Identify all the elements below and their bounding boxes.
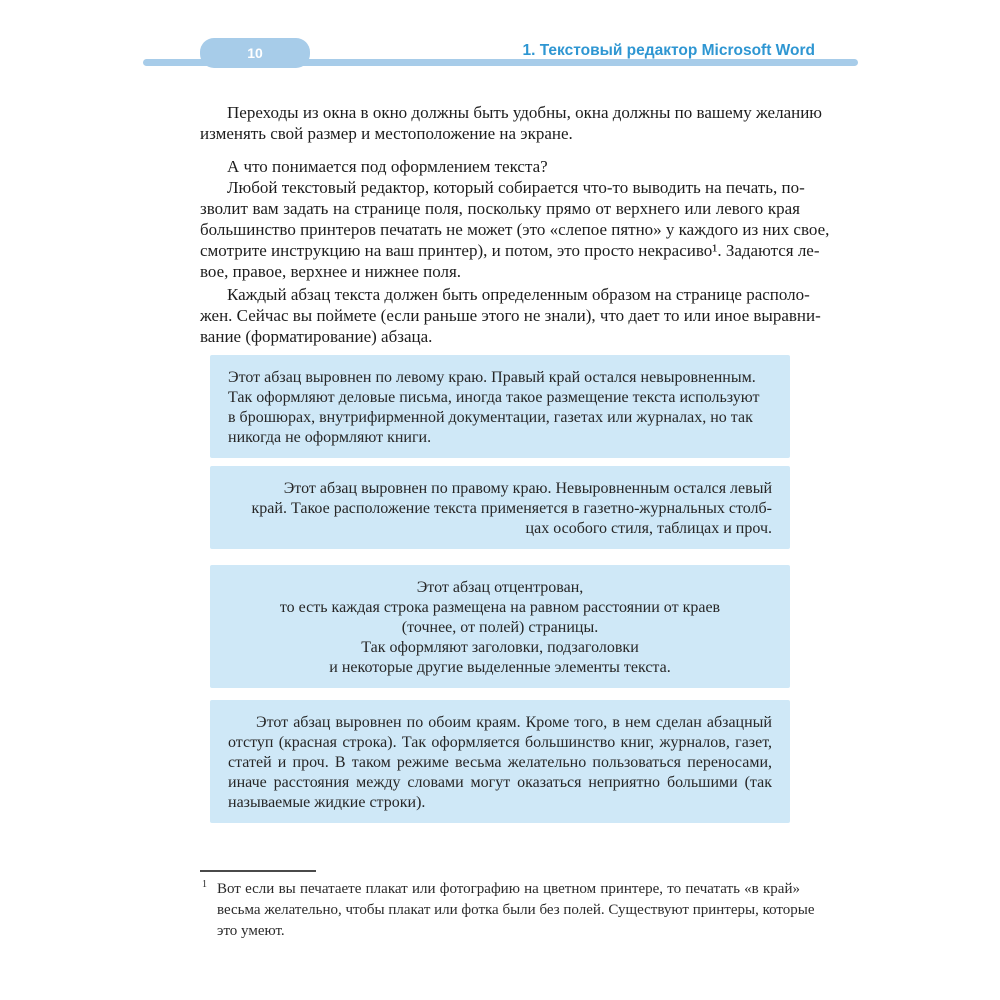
- text-line: большинство принтеров печатать не может (это «слепое пятно» у каждого из них свое,: [200, 220, 830, 239]
- text-line: называемые жидкие строки).: [228, 794, 426, 811]
- page-number-badge: [200, 38, 310, 68]
- text-line: Вот если вы печатаете плакат или фотографию на цветном принтере, то печатать «в край»: [217, 881, 800, 897]
- example-box-left-aligned: [210, 355, 790, 458]
- text-line: Этот абзац выровнен по левому краю. Правый край остался невыровненным.: [228, 369, 756, 386]
- text-line: смотрите инструкцию на ваш принтер), и потом, это просто некрасиво¹. Задаются ле-: [200, 241, 820, 260]
- text-line: в брошюрах, внутрифирменной документации, газетах или журналах, но так: [228, 409, 753, 426]
- paragraph-window-transitions: [200, 102, 823, 144]
- text-line: зволит вам задать на странице поля, поскольку прямо от верхнего или левого края: [200, 199, 800, 218]
- text-line: цах особого стиля, таблицах и проч.: [525, 520, 772, 537]
- text-line: весьма желательно, чтобы плакат или фотка были без полей. Существуют принтеры, которые: [217, 902, 815, 918]
- text-line: Каждый абзац текста должен быть определенным образом на странице располо-: [227, 285, 810, 304]
- text-line: жен. Сейчас вы поймете (если раньше этого не знали), что дает то или иное выравни-: [200, 306, 821, 325]
- text-line: Этот абзац отцентрован,: [416, 579, 584, 596]
- text-line: отступ (красная строка). Так оформляется большинство книг, журналов, газет,: [228, 734, 772, 751]
- paragraph-alignment-intro: [200, 284, 821, 347]
- text-line: и некоторые другие выделенные элементы текста.: [329, 659, 671, 676]
- paragraph-formatting-question-and-printers: [200, 156, 830, 282]
- chapter-title: 1. Текстовый редактор Microsoft Word: [522, 42, 815, 59]
- text-line: это умеют.: [217, 923, 285, 939]
- text-line: Этот абзац выровнен по правому краю. Невыровненным остался левый: [283, 480, 772, 497]
- example-box-centered: [210, 565, 790, 688]
- example-box-right-aligned: [210, 466, 790, 549]
- text-line: Так оформляют деловые письма, иногда такое размещение текста используют: [228, 389, 760, 406]
- text-line: Этот абзац выровнен по обоим краям. Кроме того, в нем сделан абзацный: [256, 714, 772, 731]
- text-line: вое, правое, верхнее и нижнее поля.: [200, 262, 462, 281]
- footnote-body: [200, 879, 815, 942]
- text-line: А что понимается под оформлением текста?: [227, 157, 548, 176]
- text-line: изменять свой размер и местоположение на экране.: [200, 124, 573, 143]
- text-line: край. Такое расположение текста применяется в газетно-журнальных столб-: [251, 500, 772, 517]
- example-box-justified: [210, 700, 790, 823]
- text-line: то есть каждая строка размещена на равном расстоянии от краев: [279, 599, 721, 616]
- text-line: статей и проч. В таком режиме весьма желательно пользоваться переносами,: [228, 754, 772, 771]
- text-line: Так оформляют заголовки, подзаголовки: [361, 639, 639, 656]
- page-number: 10: [247, 45, 263, 61]
- text-line: никогда не оформляют книги.: [228, 429, 432, 446]
- footnote-separator: [200, 870, 316, 872]
- text-line: Переходы из окна в окно должны быть удобны, окна должны по вашему желанию: [227, 103, 823, 122]
- footnote-marker: 1: [202, 879, 207, 890]
- footnote: [200, 870, 815, 942]
- text-line: иначе расстояния между словами могут оказаться неприятно большими (так: [228, 774, 772, 791]
- text-line: (точнее, от полей) страницы.: [401, 619, 599, 636]
- text-line: вание (форматирование) абзаца.: [200, 327, 433, 346]
- text-line: Любой текстовый редактор, который собирается что-то выводить на печать, по-: [227, 178, 805, 197]
